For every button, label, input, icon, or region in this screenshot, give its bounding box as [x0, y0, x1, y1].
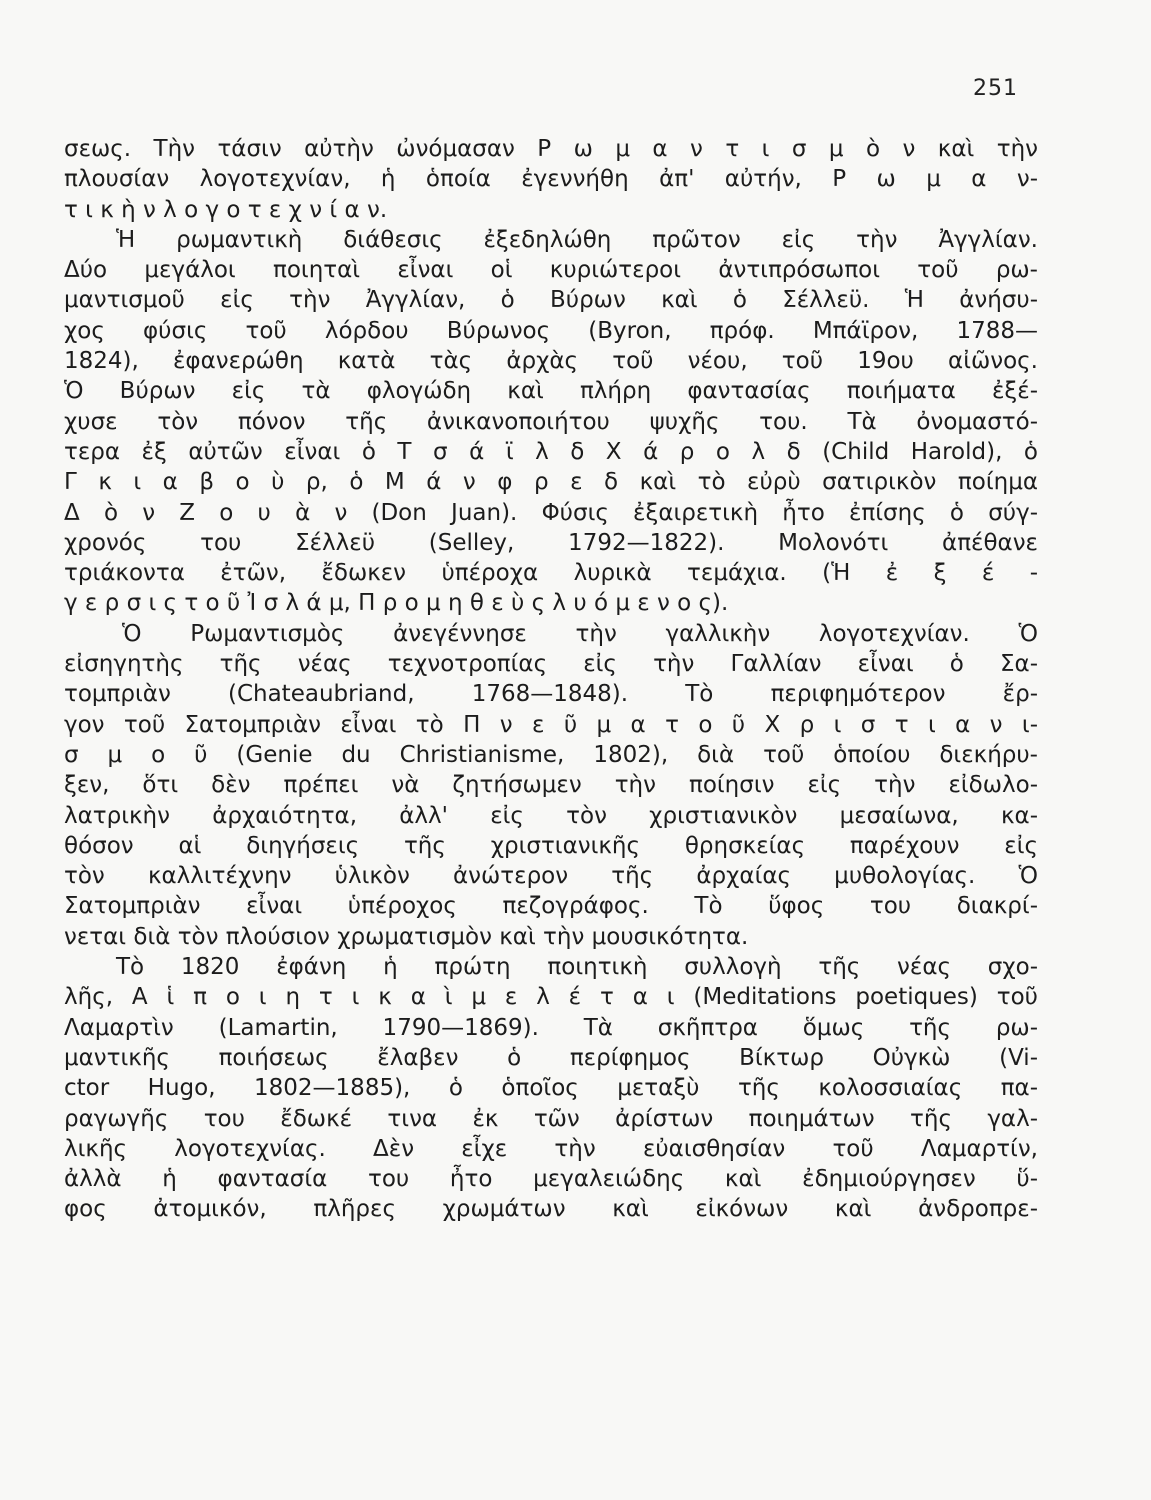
- page-number: 251: [973, 76, 1018, 101]
- text-line: Ἡ ρωμαντικὴ διάθεσις ἐξεδηλώθη πρῶτον εἰς τὴν Ἀγγλίαν.: [116, 226, 1038, 253]
- text-line: τερα ἐξ αὐτῶν εἶναι ὁ Τ σ ά ϊ λ δ Χ ά ρ ο λ δ (Child Harold), ὁ: [64, 438, 1038, 465]
- text-line: Γ κ ι α β ο ὺ ρ, ὁ Μ ά ν φ ρ ε δ καὶ τὸ εὐρὺ σατιρικὸν ποίημα: [64, 469, 1038, 496]
- text-line: ctor Hugo, 1802—1885), ὁ ὁποῖος μεταξὺ τῆς κολοσσιαίας πα-: [64, 1075, 1038, 1102]
- text-line: τριάκοντα ἐτῶν, ἔδωκεν ὑπέροχα λυρικὰ τεμάχια. (Ἡ ἐ ξ έ -: [64, 560, 1038, 587]
- text-line: Τὸ 1820 ἐφάνη ἡ πρώτη ποιητικὴ συλλογὴ τῆς νέας σχο-: [116, 954, 1038, 981]
- body-text: [64, 134, 1038, 1225]
- text-line: λῆς, Α ἱ π ο ι η τ ι κ α ὶ μ ε λ έ τ α ι (Meditations poetiques) τοῦ: [64, 984, 1038, 1011]
- text-line: πλουσίαν λογοτεχνίαν, ἡ ὁποία ἐγεννήθη ἀπ' αὐτήν, Ρ ω μ α ν-: [64, 166, 1038, 193]
- text-line: θόσον αἱ διηγήσεις τῆς χριστιανικῆς θρησκείας παρέχουν εἰς: [64, 832, 1038, 859]
- text-line: Δύο μεγάλοι ποιηταὶ εἶναι οἱ κυριώτεροι ἀντιπρόσωποι τοῦ ρω-: [64, 257, 1038, 284]
- text-line: νεται διὰ τὸν πλούσιον χρωματισμὸν καὶ τὴν μουσικότητα.: [64, 923, 749, 950]
- text-line: φος ἀτομικόν, πλῆρες χρωμάτων καὶ εἰκόνων καὶ ἀνδροπρε-: [64, 1196, 1038, 1223]
- text-line: τομπριὰν (Chateaubriand, 1768—1848). Τὸ περιφημότερον ἔρ-: [64, 681, 1038, 708]
- text-line: γ ε ρ σ ι ς τ ο ῦ Ἰ σ λ ά μ, Π ρ ο μ η θ ε ὺ ς λ υ ό μ ε ν ο ς).: [64, 590, 729, 617]
- text-line: λικῆς λογοτεχνίας. Δὲν εἶχε τὴν εὐαισθησίαν τοῦ Λαμαρτίν,: [64, 1135, 1038, 1162]
- text-line: μαντισμοῦ εἰς τὴν Ἀγγλίαν, ὁ Βύρων καὶ ὁ Σέλλεϋ. Ἡ ἀνήσυ-: [64, 287, 1038, 314]
- text-line: σ μ ο ῦ (Genie du Christianisme, 1802), διὰ τοῦ ὁποίου διεκήρυ-: [64, 741, 1038, 768]
- text-line: τὸν καλλιτέχνην ὑλικὸν ἀνώτερον τῆς ἀρχαίας μυθολογίας. Ὁ: [64, 863, 1038, 890]
- text-line: Δ ὸ ν Ζ ο υ ὰ ν (Don Juan). Φύσις ἐξαιρετικὴ ἦτο ἐπίσης ὁ σύγ-: [64, 499, 1038, 526]
- text-line: χρονός του Σέλλεϋ (Selley, 1792—1822). Μολονότι ἀπέθανε: [64, 529, 1038, 556]
- text-line: ξεν, ὅτι δὲν πρέπει νὰ ζητήσωμεν τὴν ποίησιν εἰς τὴν εἰδωλο-: [64, 772, 1038, 799]
- text-line: Λαμαρτὶν (Lamartin, 1790—1869). Τὰ σκῆπτρα ὅμως τῆς ρω-: [64, 1014, 1038, 1041]
- text-line: ἀλλὰ ἡ φαντασία του ἦτο μεγαλειώδης καὶ ἐδημιούργησεν ὕ-: [64, 1166, 1038, 1193]
- text-line: 1824), ἐφανερώθη κατὰ τὰς ἀρχὰς τοῦ νέου, τοῦ 19ου αἰῶνος.: [64, 348, 1038, 375]
- text-line: σεως. Τὴν τάσιν αὐτὴν ὠνόμασαν Ρ ω μ α ν τ ι σ μ ὸ ν καὶ τὴν: [64, 136, 1038, 162]
- text-line: μαντικῆς ποιήσεως ἔλαβεν ὁ περίφημος Βίκτωρ Οὐγκὼ (Vi-: [64, 1044, 1038, 1071]
- text-line: Ὁ Ρωμαντισμὸς ἀνεγέννησε τὴν γαλλικὴν λογοτεχνίαν. Ὁ: [122, 620, 1038, 647]
- text-line: γον τοῦ Σατομπριὰν εἶναι τὸ Π ν ε ῦ μ α τ ο ῦ Χ ρ ι σ τ ι α ν ι-: [64, 711, 1038, 738]
- text-line: Ὁ Βύρων εἰς τὰ φλογώδη καὶ πλήρη φαντασίας ποιήματα ἐξέ-: [64, 378, 1038, 405]
- text-line: ραγωγῆς του ἔδωκέ τινα ἐκ τῶν ἀρίστων ποιημάτων τῆς γαλ-: [64, 1105, 1038, 1132]
- text-line: χος φύσις τοῦ λόρδου Βύρωνος (Byron, πρόφ. Μπάϊρον, 1788—: [64, 317, 1038, 344]
- text-line: τ ι κ ὴ ν λ ο γ ο τ ε χ ν ί α ν.: [64, 196, 388, 223]
- text-line: χυσε τὸν πόνον τῆς ἀνικανοποιήτου ψυχῆς του. Τὰ ὀνομαστό-: [64, 408, 1038, 435]
- text-line: λατρικὴν ἀρχαιότητα, ἀλλ' εἰς τὸν χριστιανικὸν μεσαίωνα, κα-: [64, 802, 1038, 829]
- text-line: Σατομπριὰν εἶναι ὑπέροχος πεζογράφος. Τὸ ὕφος του διακρί-: [64, 893, 1038, 920]
- text-line: εἰσηγητὴς τῆς νέας τεχνοτροπίας εἰς τὴν Γαλλίαν εἶναι ὁ Σα-: [64, 651, 1038, 678]
